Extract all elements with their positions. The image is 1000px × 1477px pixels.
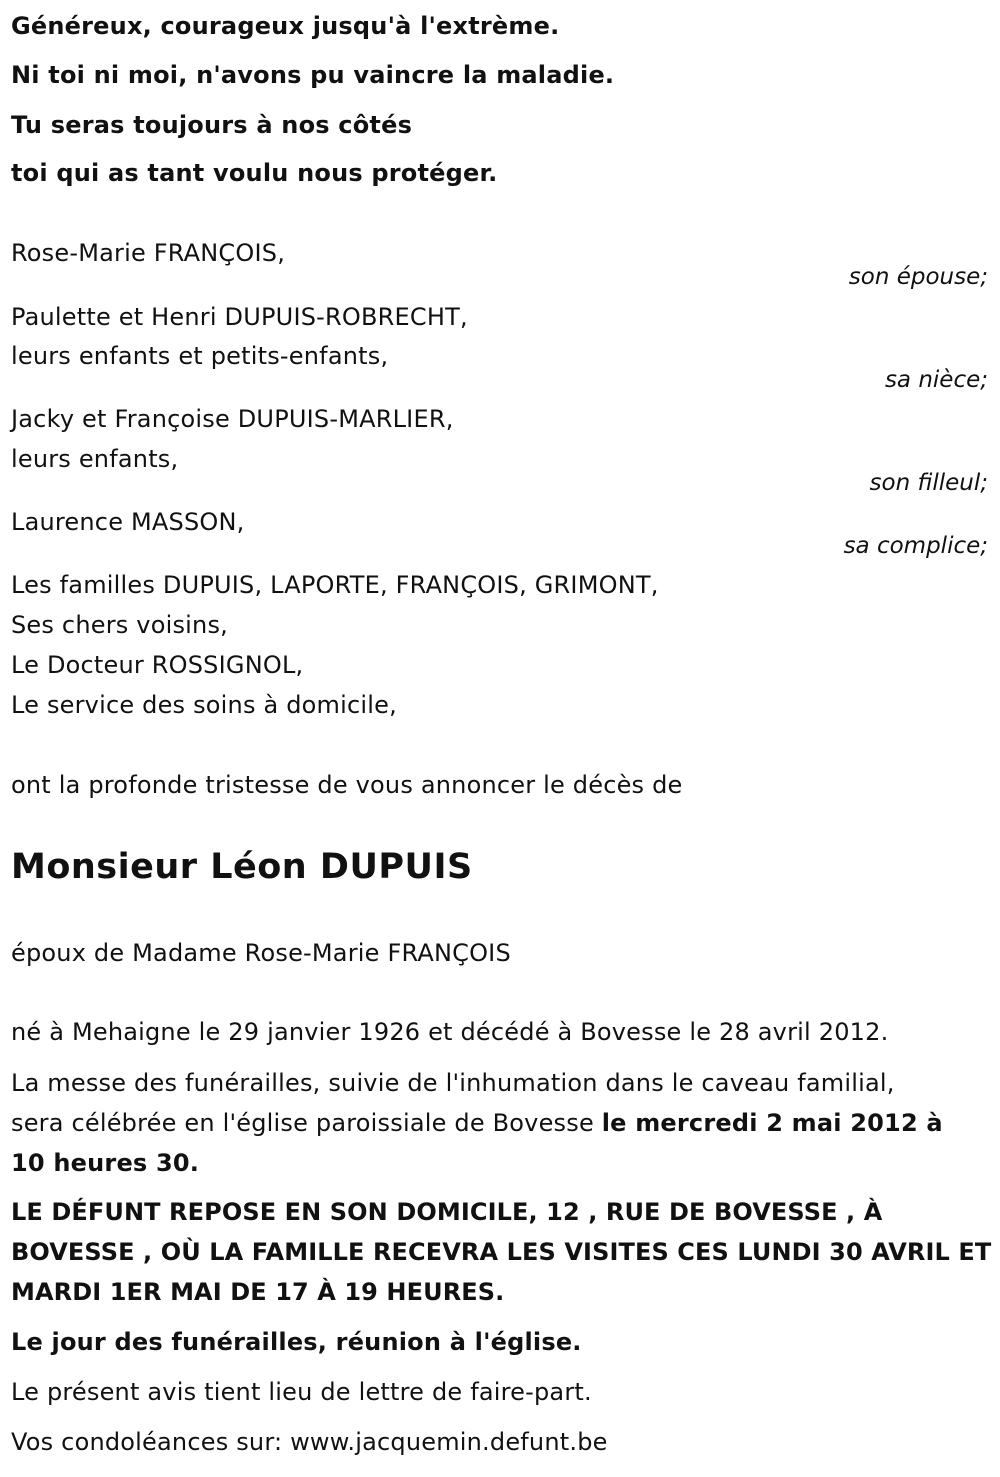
deceased-name: Monsieur Léon DUPUIS	[11, 847, 473, 887]
funeral-time: 10 heures 30.	[11, 1149, 200, 1177]
repose-line-1: LE DÉFUNT REPOSE EN SON DOMICILE, 12 , RUE DE BOVESSE , À	[11, 1198, 883, 1226]
family-familles: Les familles DUPUIS, LAPORTE, FRANÇOIS, GRIMONT,	[11, 571, 659, 599]
family-voisins: Ses chers voisins,	[11, 611, 228, 639]
poem-line-2: Ni toi ni moi, n'avons pu vaincre la maladie.	[11, 61, 615, 89]
repose-line-2: BOVESSE , OÙ LA FAMILLE RECEVRA LES VISITES CES LUNDI 30 AVRIL ET	[11, 1238, 992, 1266]
relation-filleul: son filleul;	[869, 470, 988, 496]
family-paulette-henri: Paulette et Henri DUPUIS-ROBRECHT,	[11, 303, 468, 331]
spouse-line: époux de Madame Rose-Marie FRANÇOIS	[11, 939, 511, 967]
condoleances-line: Vos condoléances sur: www.jacquemin.defunt.be	[11, 1428, 608, 1456]
announcement-text: ont la profonde tristesse de vous annoncer le décès de	[11, 771, 683, 799]
relation-epouse: son épouse;	[848, 264, 988, 290]
birth-death-line: né à Mehaigne le 29 janvier 1926 et décédé à Bovesse le 28 avril 2012.	[11, 1018, 889, 1046]
poem-line-1: Généreux, courageux jusqu'à l'extrème.	[11, 12, 560, 40]
family-jacky-children: leurs enfants,	[11, 445, 179, 473]
relation-niece: sa nièce;	[884, 367, 988, 393]
relation-complice: sa complice;	[843, 533, 988, 559]
funeral-line-1: La messe des funérailles, suivie de l'inhumation dans le caveau familial,	[11, 1069, 895, 1097]
funeral-date: le mercredi 2 mai 2012 à	[601, 1109, 943, 1137]
funeral-line-2-normal: sera célébrée en l'église paroissiale de Bovesse	[11, 1109, 602, 1137]
family-jacky-francoise: Jacky et Françoise DUPUIS-MARLIER,	[11, 405, 454, 433]
family-paulette-children: leurs enfants et petits-enfants,	[11, 342, 389, 370]
repose-line-3: MARDI 1ER MAI DE 17 À 19 HEURES.	[11, 1278, 505, 1306]
family-rose-marie: Rose-Marie FRANÇOIS,	[11, 239, 286, 267]
funeral-line-2	[11, 1108, 943, 1138]
family-docteur: Le Docteur ROSSIGNOL,	[11, 651, 304, 679]
reunion-line: Le jour des funérailles, réunion à l'église.	[11, 1328, 582, 1356]
avis-line: Le présent avis tient lieu de lettre de faire-part.	[11, 1378, 592, 1406]
poem-line-3: Tu seras toujours à nos côtés	[11, 111, 413, 139]
family-laurence: Laurence MASSON,	[11, 508, 245, 536]
poem-line-4: toi qui as tant voulu nous protéger.	[11, 159, 498, 187]
family-service: Le service des soins à domicile,	[11, 691, 397, 719]
